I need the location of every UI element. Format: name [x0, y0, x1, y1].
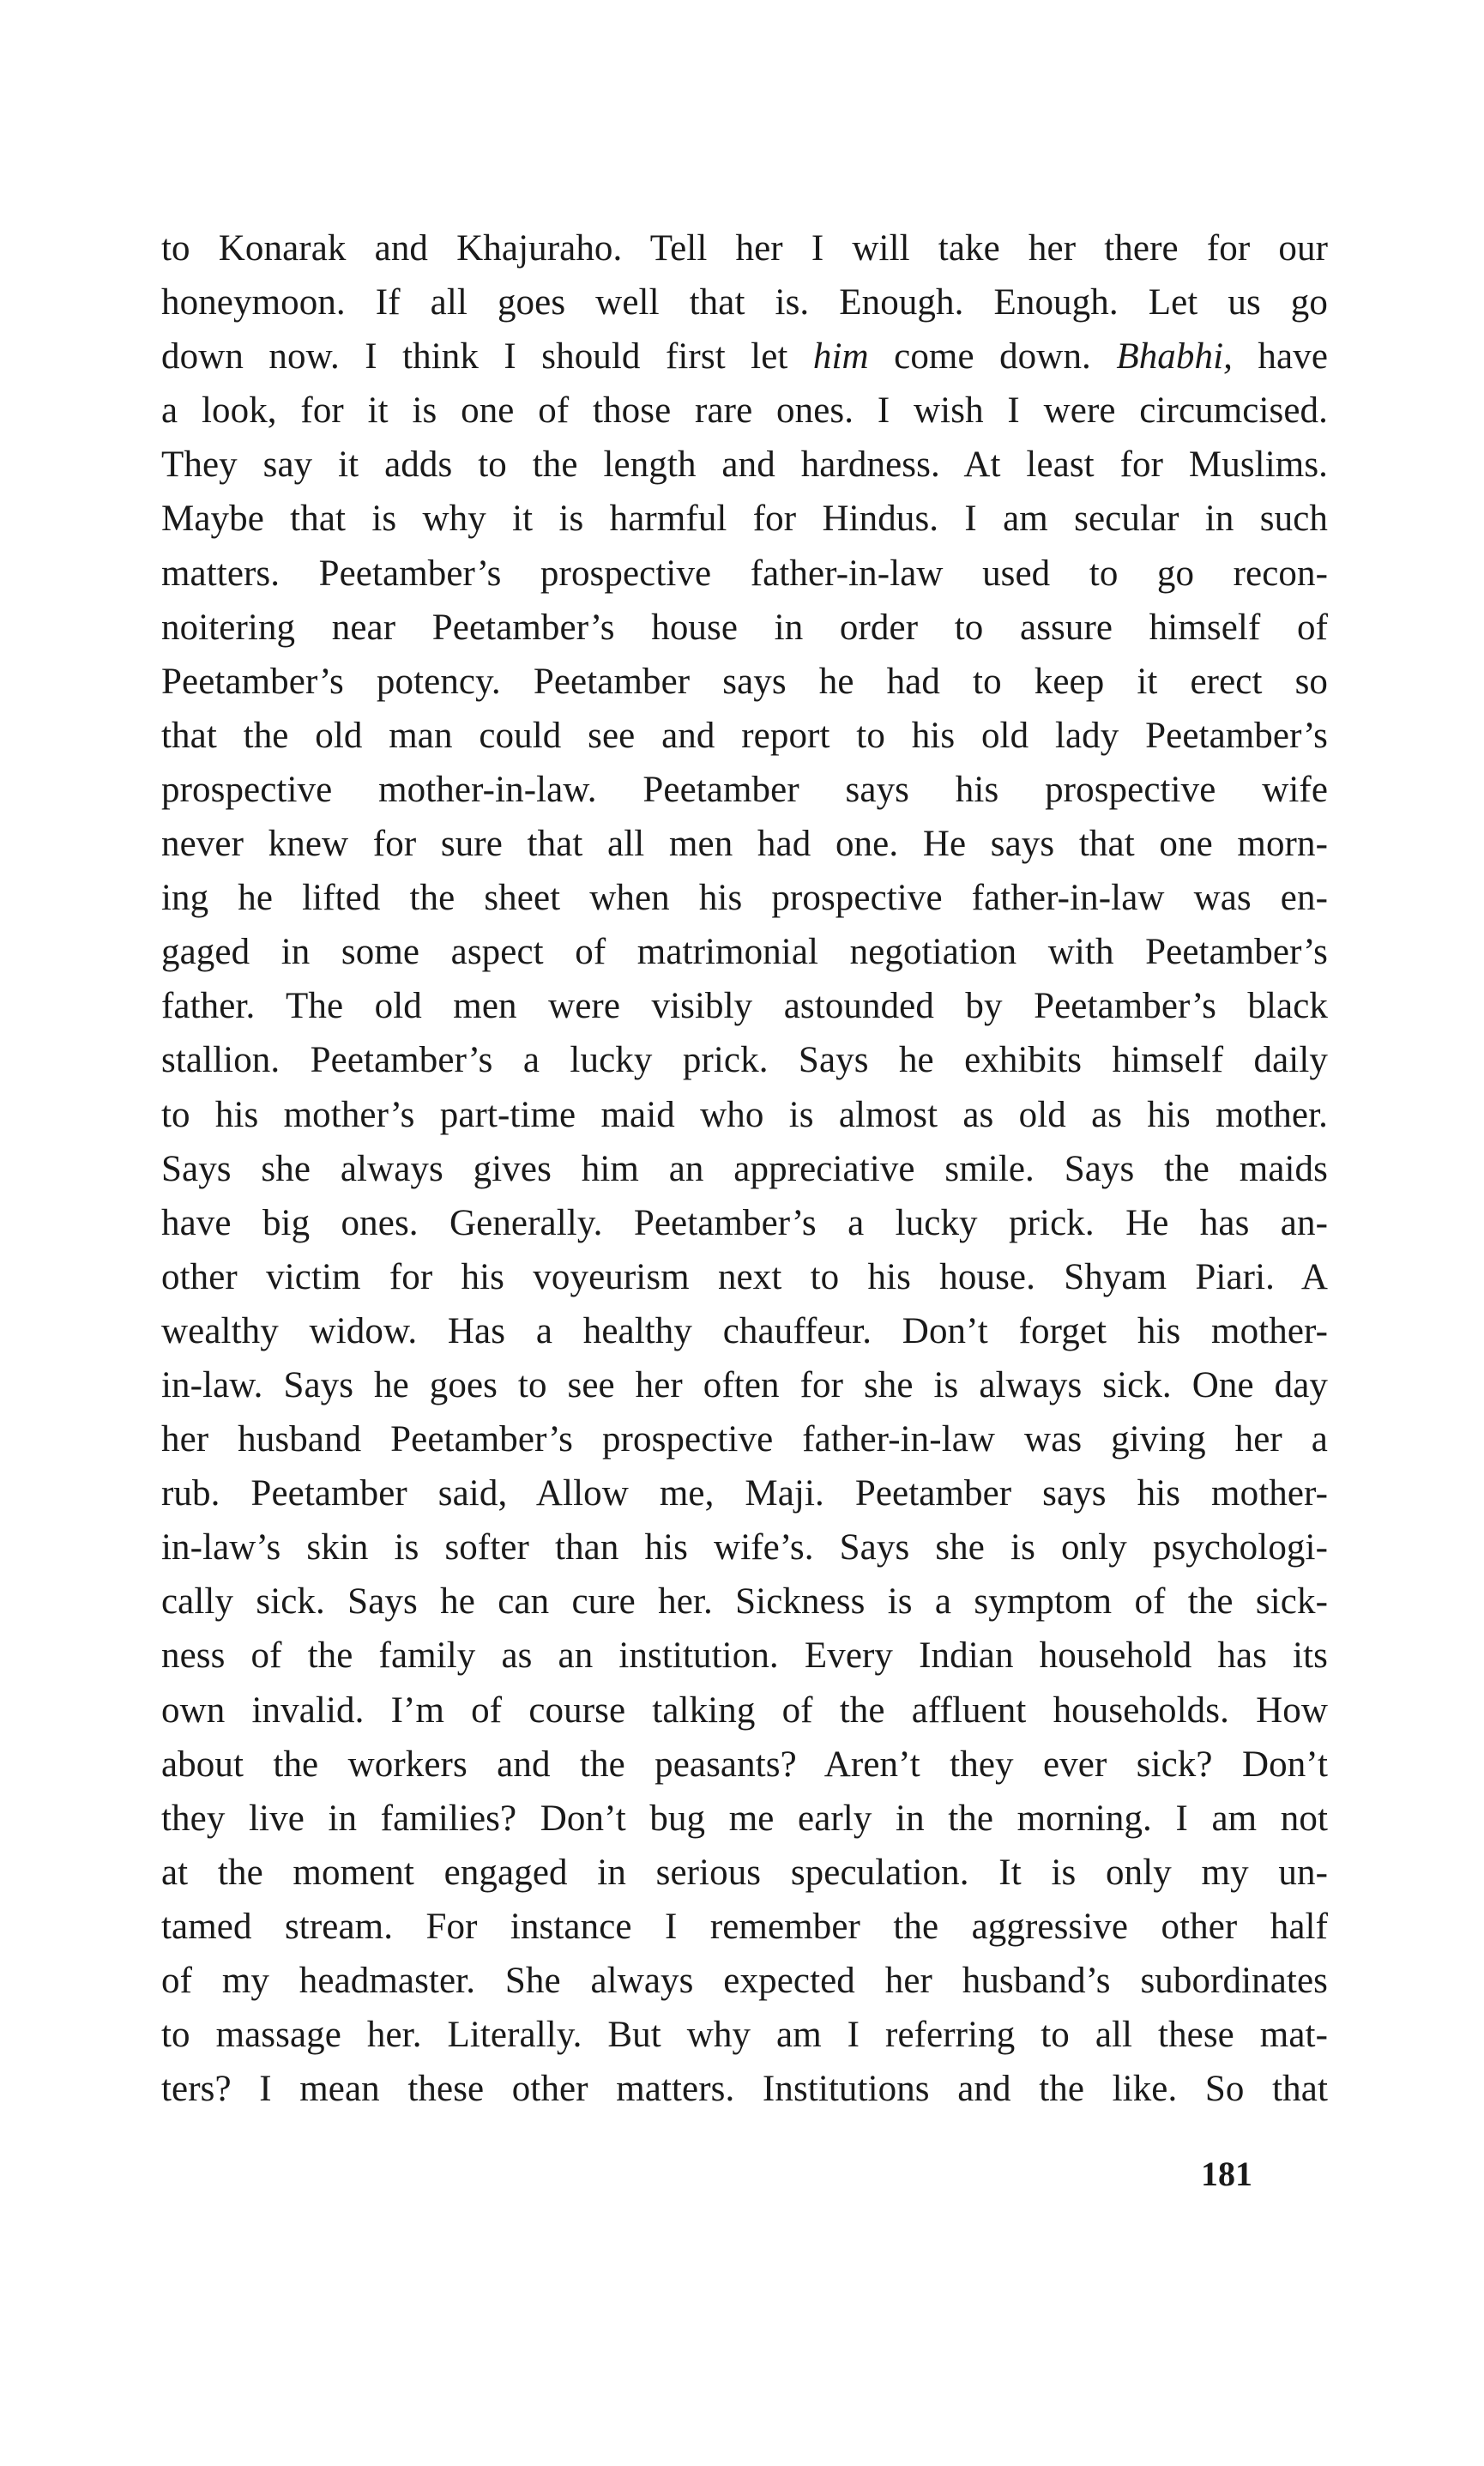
text-line: prospective mother-in-law. Peetamber says his prospective wife	[161, 769, 1328, 810]
text-line: to Konarak and Khajuraho. Tell her I will take her there for our	[161, 228, 1328, 269]
text-line: a look, for it is one of those rare ones. I wish I were circumcised.	[161, 390, 1328, 432]
text-line: of my headmaster. She always expected her husband’s subordinates	[161, 1961, 1328, 2001]
text-run: down now. I think I should first let	[161, 336, 813, 378]
text-line: never knew for sure that all men had one. He says that one morn-	[161, 824, 1328, 865]
text-line: other victim for his voyeurism next to his house. Shyam Piari. A	[161, 1256, 1328, 1297]
text-line: father. The old men were visibly astounded by Peetamber’s black	[161, 986, 1328, 1027]
text-line: tamed stream. For instance I remember the aggressive other half	[161, 1906, 1328, 1947]
text-line: rub. Peetamber said, Allow me, Maji. Peetamber says his mother-	[161, 1473, 1328, 1514]
text-line: noitering near Peetamber’s house in order to assure himself of	[161, 607, 1328, 648]
text-line: to his mother’s part-time maid who is almost as old as his mother.	[161, 1094, 1328, 1135]
italic-word: Bhabhi,	[1116, 336, 1233, 378]
text-line: that the old man could see and report to his old lady Peetamber’s	[161, 715, 1328, 756]
text-line: at the moment engaged in serious speculation. It is only my un-	[161, 1852, 1328, 1893]
text-line: own invalid. I’m of course talking of the affluent households. How	[161, 1689, 1328, 1731]
text-line: matters. Peetamber’s prospective father-in-law used to go recon-	[161, 553, 1328, 594]
text-line: cally sick. Says he can cure her. Sickness is a symptom of the sick-	[161, 1581, 1328, 1623]
text-line: They say it adds to the length and hardness. At least for Muslims.	[161, 444, 1328, 486]
text-line: her husband Peetamber’s prospective father-in-law was giving her a	[161, 1419, 1328, 1460]
text-line	[161, 329, 1328, 384]
text-line: in-law’s skin is softer than his wife’s. Says she is only psychologi-	[161, 1527, 1328, 1568]
text-line: stallion. Peetamber’s a lucky prick. Says he exhibits himself daily	[161, 1040, 1328, 1081]
text-line: have big ones. Generally. Peetamber’s a lucky prick. He has an-	[161, 1202, 1328, 1243]
text-line: they live in families? Don’t bug me early in the morning. I am not	[161, 1798, 1328, 1839]
text-line: in-law. Says he goes to see her often for she is always sick. One day	[161, 1364, 1328, 1405]
text-line: ters? I mean these other matters. Institutions and the like. So that	[161, 2069, 1328, 2110]
italic-word: him	[812, 336, 869, 378]
text-line: Says she always gives him an appreciative smile. Says the maids	[161, 1148, 1328, 1189]
page-number: 181	[1201, 2155, 1252, 2193]
text-line: honeymoon. If all goes well that is. Enough. Enough. Let us go	[161, 282, 1328, 323]
text-line: ness of the family as an institution. Every Indian household has its	[161, 1635, 1328, 1677]
text-line: about the workers and the peasants? Aren’t they ever sick? Don’t	[161, 1744, 1328, 1785]
text-line: wealthy widow. Has a healthy chauffeur. Don’t forget his mother-	[161, 1310, 1328, 1351]
text-line: ing he lifted the sheet when his prospective father-in-law was en-	[161, 878, 1328, 919]
text-line: to massage her. Literally. But why am I referring to all these mat-	[161, 2015, 1328, 2056]
text-line: gaged in some aspect of matrimonial negotiation with Peetamber’s	[161, 932, 1328, 973]
text-line: Peetamber’s potency. Peetamber says he had to keep it erect so	[161, 661, 1328, 702]
text-run: have	[1233, 336, 1329, 378]
text-line: Maybe that is why it is harmful for Hindus. I am secular in such	[161, 499, 1328, 540]
body-text	[161, 221, 1328, 2116]
text-run: come down.	[868, 336, 1117, 378]
